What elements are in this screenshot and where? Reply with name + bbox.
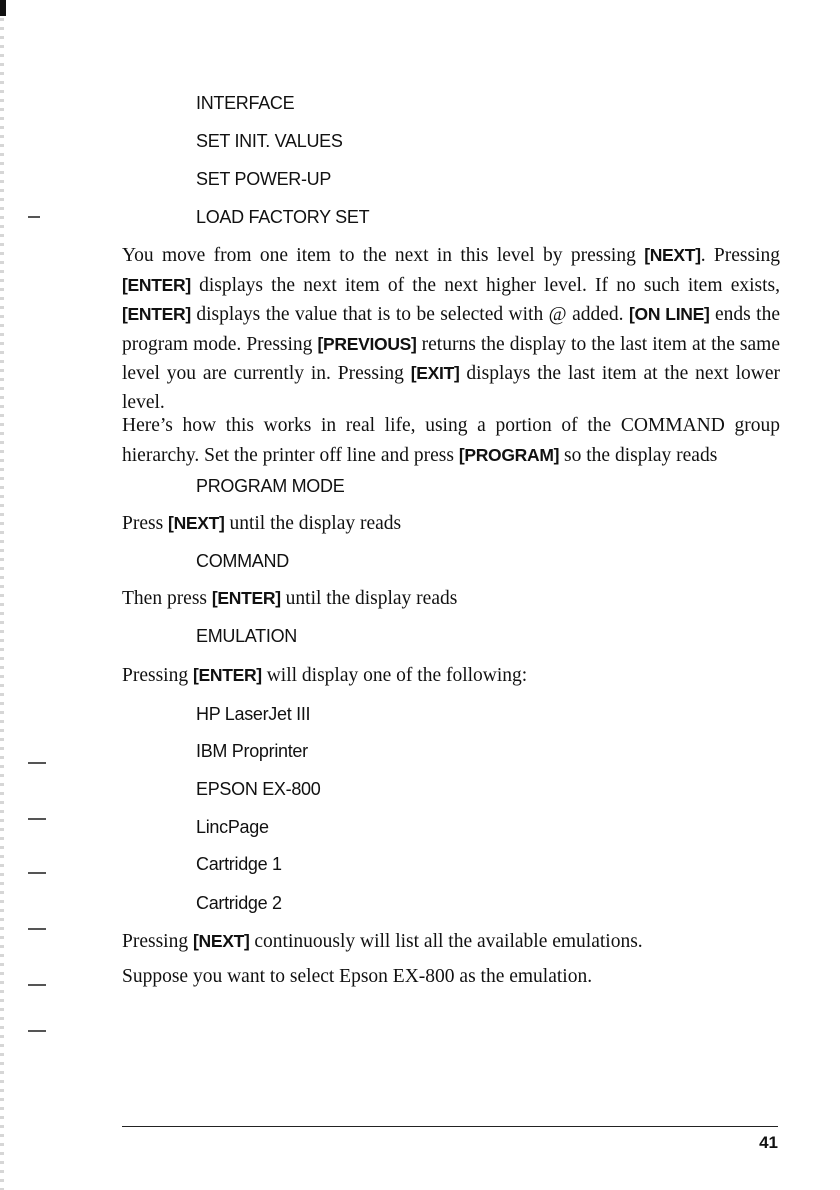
menu-item-set-power-up: SET POWER-UP bbox=[196, 169, 332, 189]
footer-rule bbox=[122, 1126, 778, 1127]
scan-tick bbox=[28, 762, 46, 764]
text: displays the last item at the next lower level. bbox=[122, 363, 780, 413]
scan-edge-mark bbox=[0, 0, 6, 16]
key-enter: [ENTER] bbox=[211, 588, 281, 608]
key-exit: [EXIT] bbox=[410, 363, 460, 383]
key-previous: [PREVIOUS] bbox=[317, 333, 417, 354]
text: Pressing bbox=[122, 931, 193, 952]
text: until the display reads bbox=[224, 513, 402, 534]
text: continuously will list all the available emulations. bbox=[249, 931, 643, 952]
scan-tick bbox=[28, 818, 46, 820]
key-enter: [ENTER] bbox=[122, 274, 191, 295]
scan-tick bbox=[28, 1030, 46, 1032]
paragraph-select-epson: Suppose you want to select Epson EX-800 as the emulation. bbox=[122, 966, 593, 987]
text: ends the program mode. Pressing bbox=[122, 304, 780, 355]
paragraph-press-enter bbox=[122, 584, 780, 614]
scan-tick bbox=[28, 928, 46, 930]
text: so the display reads bbox=[559, 444, 718, 466]
emulation-epson-ex-800: EPSON EX-800 bbox=[196, 779, 321, 799]
key-enter: [ENTER] bbox=[122, 304, 191, 324]
display-command: COMMAND bbox=[196, 551, 289, 571]
text: displays the value that is to be selected with @ added. bbox=[190, 304, 629, 325]
emulation-hp-laserjet-iii: HP LaserJet III bbox=[196, 704, 311, 724]
text: Then press bbox=[122, 588, 212, 609]
key-enter: [ENTER] bbox=[192, 665, 262, 685]
display-program-mode: PROGRAM MODE bbox=[196, 476, 345, 496]
emulation-lincpage: LincPage bbox=[196, 817, 269, 837]
paragraph-enter-options bbox=[122, 661, 780, 691]
text: Here’s how this works in real life, using a portion of the COMMAND group hierarchy. Set the printer off line and press bbox=[122, 415, 780, 466]
page-number: 41 bbox=[759, 1133, 778, 1152]
key-program: [PROGRAM] bbox=[458, 444, 560, 465]
text: Press bbox=[122, 513, 169, 534]
text: will display one of the following: bbox=[261, 665, 528, 686]
text: displays the next item of the next higher level. If no such item exists, bbox=[190, 274, 780, 296]
key-on-line: [ON LINE] bbox=[628, 304, 710, 324]
text: Pressing bbox=[122, 665, 193, 686]
menu-item-interface: INTERFACE bbox=[196, 93, 295, 113]
key-next: [NEXT] bbox=[168, 513, 225, 533]
menu-item-load-factory-set: LOAD FACTORY SET bbox=[196, 207, 370, 227]
emulation-cartridge-1: Cartridge 1 bbox=[196, 854, 282, 874]
text: . Pressing bbox=[700, 245, 781, 266]
scan-tick bbox=[28, 984, 46, 986]
emulation-ibm-proprinter: IBM Proprinter bbox=[196, 741, 308, 761]
paragraph-example-intro bbox=[122, 412, 780, 470]
display-emulation: EMULATION bbox=[196, 626, 297, 646]
text: until the display reads bbox=[280, 588, 458, 609]
text: You move from one item to the next in this level by pressing bbox=[122, 245, 645, 266]
paragraph-navigation bbox=[122, 241, 780, 417]
scan-tick bbox=[28, 872, 46, 874]
paragraph-list-emulations bbox=[122, 927, 780, 957]
scan-edge bbox=[0, 0, 4, 1190]
scan-tick bbox=[28, 216, 40, 218]
key-next: [NEXT] bbox=[192, 931, 250, 951]
text: returns the display to the last item at the same level you are currently in. Pressing bbox=[122, 333, 780, 384]
menu-item-set-init-values: SET INIT. VALUES bbox=[196, 131, 343, 151]
key-next: [NEXT] bbox=[644, 245, 701, 265]
emulation-cartridge-2: Cartridge 2 bbox=[196, 893, 282, 913]
paragraph-press-next bbox=[122, 509, 780, 539]
